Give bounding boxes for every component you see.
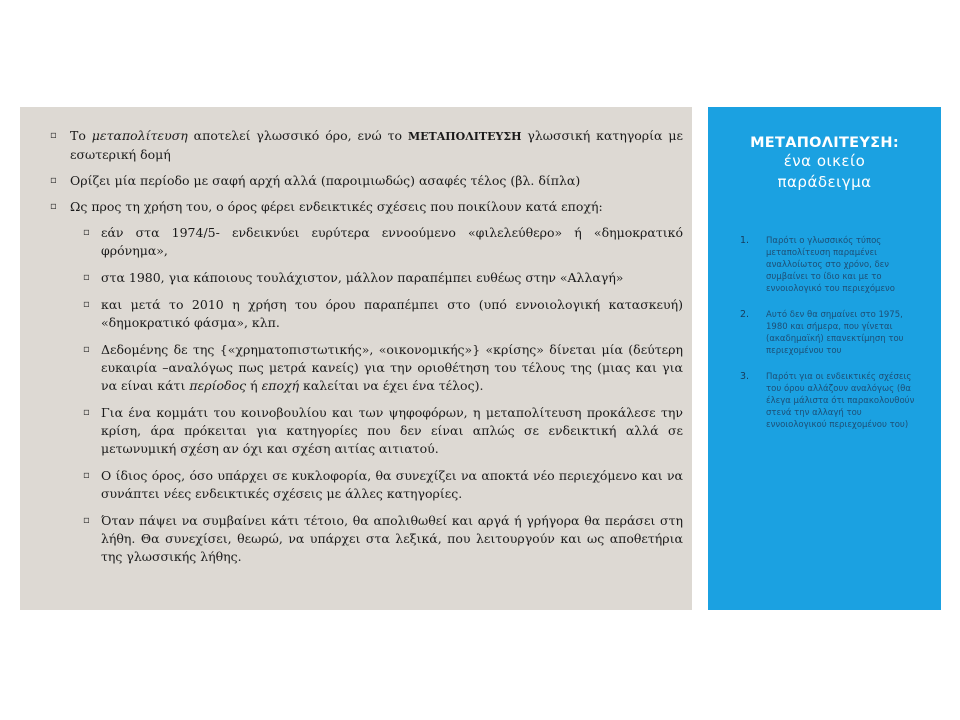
- sub-bullet-parliament: ▫ Για ένα κομμάτι του κοινοβουλίου και των ψηφοφόρων, η μεταπολίτευση προκάλεσε την κρίση, άρα πρόκειται για κατηγορίες που δεν είναι απλώς σε ενδεικτική αλλά σε μετωνυμική σχέση αν όχι και σχέση αιτίας αιτιατού.: [83, 405, 683, 456]
- sub-bullet-icon: ▫: [83, 407, 90, 418]
- sub-bullet-2010: ▫ και μετά το 2010 η χρήση του όρου παραπέμπει στο (υπό εννοιολογική κατασκευή) «δημοκρατικό φάσμα», κλπ.: [83, 297, 683, 330]
- caps-term: ΜΕΤΑΠΟΛΙΤΕΥΣΗ: [407, 130, 522, 143]
- sub-bullet-1974: ▫ εάν στα 1974/5- ενδεικνύει ευρύτερα εννοούμενο «φιλελεύθερο» ή «δημοκρατικό φρόνημα»,: [83, 225, 683, 258]
- sub-bullet-icon: ▫: [83, 515, 90, 526]
- sub-bullet-icon: ▫: [83, 299, 90, 310]
- main-bullet-list: [50, 127, 683, 566]
- sidebar-item-3: 3. Παρότι για οι ενδεικτικές σχέσεις του όρου αλλάζουν αναλόγως (θα έλεγα μάλιστα ότι παρακολουθούν στενά την αλλαγή του εννοιολογικού περιεχομένου του): [740, 371, 915, 430]
- bullet-period-definition: ▫ Ορίζει μία περίοδο με σαφή αρχή αλλά (παροιμιωδώς) ασαφές τέλος (βλ. δίπλα): [50, 173, 581, 188]
- sub-bullet-icon: ▫: [83, 344, 90, 355]
- sidebar-item-1: 1. Παρότι ο γλωσσικός τύπος μεταπολίτευση παραμένει αναλλοίωτος στο χρόνο, δεν συμβαίνει το ίδιο και με το εννοιολογικό του περιεχόμενο: [740, 235, 895, 294]
- sub-bullet-crisis: ▫ Δεδομένης δε της {«χρηματοπιστωτικής», «οικονομικής»} «κρίσης» δίνεται μία (δεύτερη ευκαιρία –αναλόγως πως μετρά κανείς) για την οριοθέτηση του τέλους της (μιας και για να είναι κάτι περίοδος ή εποχή καλείται να έχει ένα τέλος).: [83, 342, 683, 393]
- sidebar-numbered-list: [740, 235, 920, 445]
- sidebar-item-2: 2. Αυτό δεν θα σημαίνει στο 1975, 1980 και σήμερα, που γίνεται (ακαδημαϊκή) επανεκτίμηση του περιεχομένου του: [740, 309, 904, 356]
- bullet-usage-relations: ▫ Ως προς τη χρήση του, ο όρος φέρει ενδεικτικές σχέσεις που ποικίλουν κατά εποχή: ▫ εάν στα 1974/5- ενδεικνύει ευρύτερα εννοούμενο «φιλελεύθερο» ή «δημοκρατικό φρόνημα», ▫ στα 1980, για κάποιους τουλάχιστον, μάλλον παραπέμπει ευθέως στην «Αλλαγή» ▫ και μετά το 2010 η χρήση του όρου παραπέμπει στο (υπό εννοιολογική κατασκευή) «δημοκρατικό φάσμα», κλπ. ▫ Δεδομένης δε της {«χρηματοπιστωτικής», «οικονομικής»} «κρίσης» δίνεται μία (δεύτερη ευκαιρία –αναλόγως πως μετρά κανείς) για την οριοθέτηση του τέλους της (μιας και για να είναι κάτι περίοδος ή εποχή καλείται να έχει ένα τέλος). ▫ Για ένα κομμάτι του κοινοβουλίου και των ψηφοφόρων, η μεταπολίτευση προκάλεσε την κρίση, άρα πρόκειται για κατηγορίες που δεν είναι απλώς σε ενδεικτική αλλά σε μετωνυμική σχέση αν όχι και σχέση αιτίας αιτιατού. ▫ Ο ίδιος όρος, όσο υπάρχει σε κυκλοφορία, θα συνεχίζει να αποκτά νέο περιεχόμενο και να συνάπτει νέες ενδεικτικές σχέσεις με άλλες κατηγορίες. ▫ Όταν πάψει να συμβαίνει κάτι τέτοιο, θα απολιθωθεί και αργά ή γρήγορα θα περάσει στη λήθη. Θα συνεχίσει, θεωρώ, να υπάρχει στα λεξικά, που λειτουργούν και ως αποθετήρια της γλωσσικής λήθης.: [50, 199, 683, 564]
- bullet-term-definition: ▫ Το μεταπολίτευση αποτελεί γλωσσικό όρο, ενώ το ΜΕΤΑΠΟΛΙΤΕΥΣΗ γλωσσική κατηγορία με εσωτερική δομή: [50, 128, 683, 162]
- sub-bullet-circulation: ▫ Ο ίδιος όρος, όσο υπάρχει σε κυκλοφορία, θα συνεχίζει να αποκτά νέο περιεχόμενο και να συνάπτει νέες ενδεικτικές σχέσεις με άλλες κατηγορίες.: [83, 468, 683, 501]
- sidebar-title: ΜΕΤΑΠΟΛΙΤΕΥΣΗ: ένα οικείο παράδειγμα: [750, 135, 899, 191]
- example-sidebar: [708, 107, 941, 610]
- sub-bullet-1980: ▫ στα 1980, για κάποιους τουλάχιστον, μάλλον παραπέμπει ευθέως στην «Αλλαγή»: [83, 270, 624, 285]
- sub-bullet-icon: ▫: [83, 227, 90, 238]
- bullet-icon: ▫: [50, 175, 57, 186]
- sub-bullet-oblivion: ▫ Όταν πάψει να συμβαίνει κάτι τέτοιο, θα απολιθωθεί και αργά ή γρήγορα θα περάσει στη λήθη. Θα συνεχίσει, θεωρώ, να υπάρχει στα λεξικά, που λειτουργούν και ως αποθετήρια της γλωσσικής λήθης.: [83, 513, 683, 564]
- sub-bullet-icon: ▫: [83, 272, 90, 283]
- sub-bullet-icon: ▫: [83, 470, 90, 481]
- sub-bullet-list: [70, 224, 683, 566]
- main-text-panel: [20, 107, 692, 610]
- bullet-icon: ▫: [50, 201, 57, 212]
- italic-term: μεταπολίτευση: [91, 128, 188, 143]
- bullet-icon: ▫: [50, 130, 57, 141]
